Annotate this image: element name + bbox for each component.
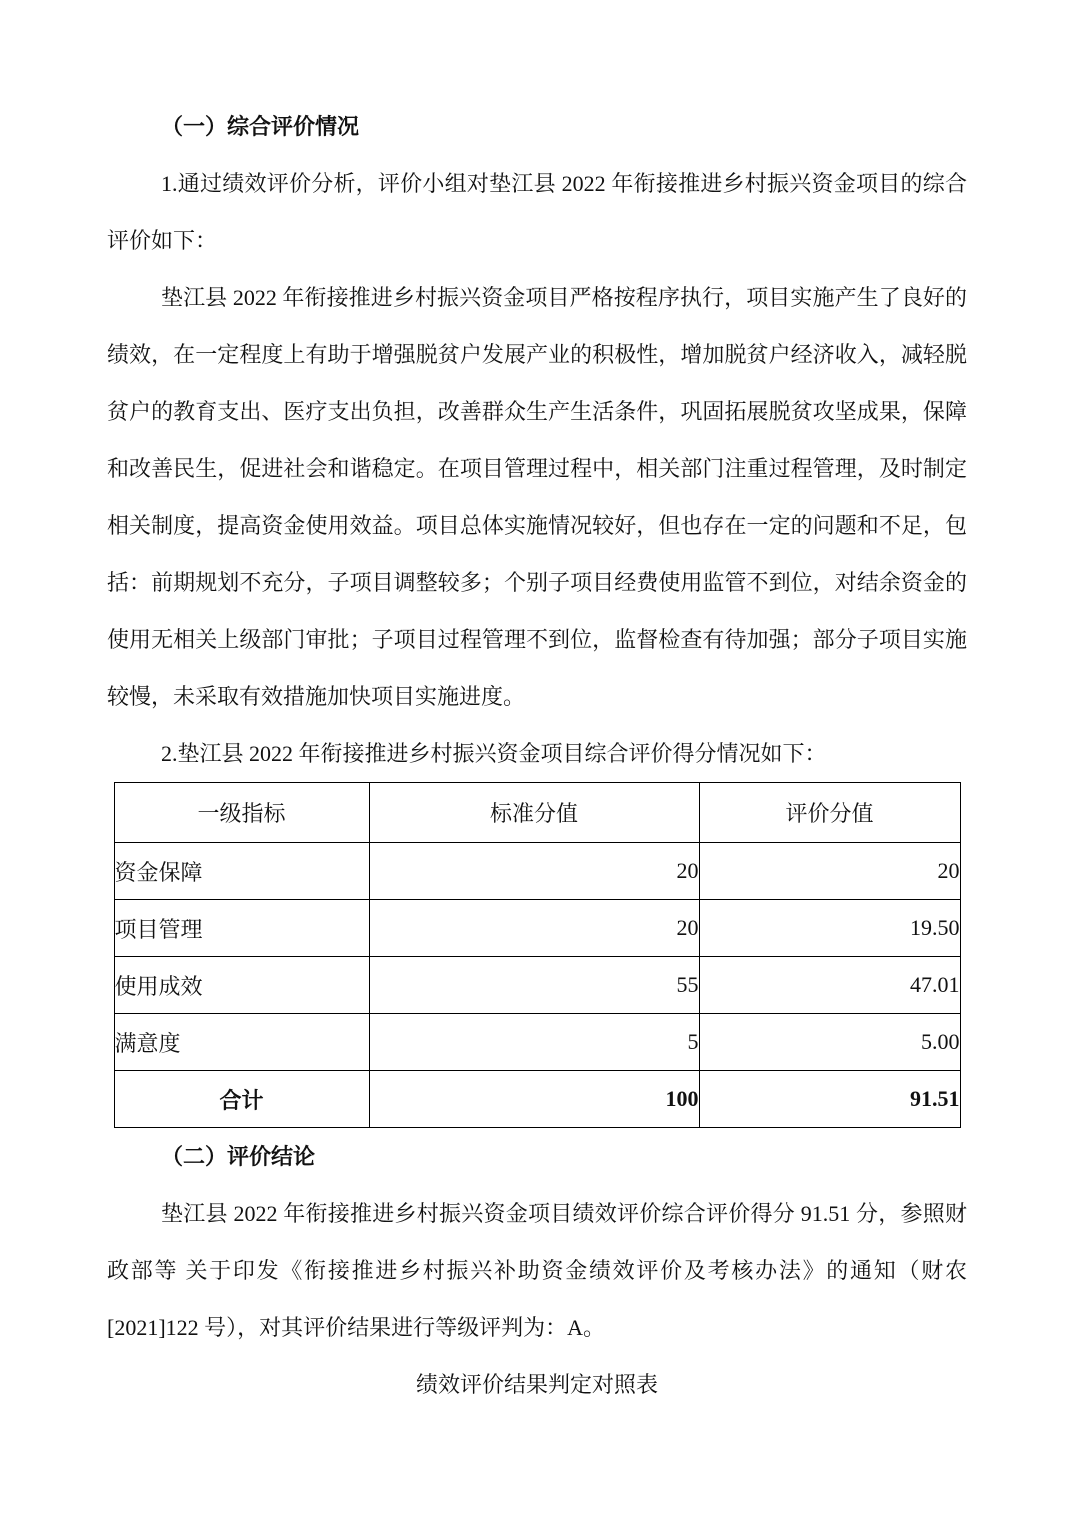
row-indicator: 满意度 bbox=[114, 1014, 369, 1071]
row-standard: 5 bbox=[369, 1014, 699, 1071]
section2-paragraph-1: 垫江县 2022 年衔接推进乡村振兴资金项目绩效评价综合评价得分 91.51 分，参照财政部等 关于印发《衔接推进乡村振兴补助资金绩效评价及考核办法》的通知（财农[2021]122 号），对其评价结果进行等级评判为：A。 bbox=[107, 1201, 967, 1340]
row-score: 20 bbox=[699, 843, 960, 900]
row-standard: 20 bbox=[369, 843, 699, 900]
section2-heading: （二）评价结论 bbox=[161, 1144, 316, 1169]
row-score: 19.50 bbox=[699, 900, 960, 957]
table-row bbox=[114, 957, 960, 1014]
header-standard-score: 标准分值 bbox=[369, 783, 699, 843]
row-standard: 55 bbox=[369, 957, 699, 1014]
total-standard: 100 bbox=[369, 1071, 699, 1128]
header-evaluated-score: 评价分值 bbox=[699, 783, 960, 843]
row-score: 5.00 bbox=[699, 1014, 960, 1071]
table-row bbox=[114, 900, 960, 957]
table-row bbox=[114, 843, 960, 900]
total-score: 91.51 bbox=[699, 1071, 960, 1128]
row-standard: 20 bbox=[369, 900, 699, 957]
score-table bbox=[114, 782, 961, 1128]
row-indicator: 资金保障 bbox=[114, 843, 369, 900]
next-table-caption: 绩效评价结果判定对照表 bbox=[415, 1372, 658, 1397]
row-indicator: 项目管理 bbox=[114, 900, 369, 957]
table-total-row bbox=[114, 1071, 960, 1128]
table-row bbox=[114, 1014, 960, 1071]
section1-paragraph-3: 2.垫江县 2022 年衔接推进乡村振兴资金项目综合评价得分情况如下： bbox=[161, 741, 827, 766]
header-indicator: 一级指标 bbox=[114, 783, 369, 843]
row-indicator: 使用成效 bbox=[114, 957, 369, 1014]
total-label: 合计 bbox=[114, 1071, 369, 1128]
row-score: 47.01 bbox=[699, 957, 960, 1014]
score-table-header-row bbox=[114, 783, 960, 843]
section1-heading: （一）综合评价情况 bbox=[161, 114, 360, 139]
section1-paragraph-1: 1.通过绩效评价分析，评价小组对垫江县 2022 年衔接推进乡村振兴资金项目的综合评价如下： bbox=[107, 171, 967, 253]
section1-paragraph-2: 垫江县 2022 年衔接推进乡村振兴资金项目严格按程序执行，项目实施产生了良好的绩效，在一定程度上有助于增强脱贫户发展产业的积极性，增加脱贫户经济收入，减轻脱贫户的教育支出、医疗支出负担，改善群众生产生活条件，巩固拓展脱贫攻坚成果，保障和改善民生，促进社会和谐稳定。在项目管理过程中，相关部门注重过程管理，及时制定相关制度，提高资金使用效益。项目总体实施情况较好，但也存在一定的问题和不足，包括：前期规划不充分，子项目调整较多；个别子项目经费使用监管不到位，对结余资金的使用无相关上级部门审批；子项目过程管理不到位，监督检查有待加强；部分子项目实施较慢，未采取有效措施加快项目实施进度。 bbox=[107, 285, 967, 709]
